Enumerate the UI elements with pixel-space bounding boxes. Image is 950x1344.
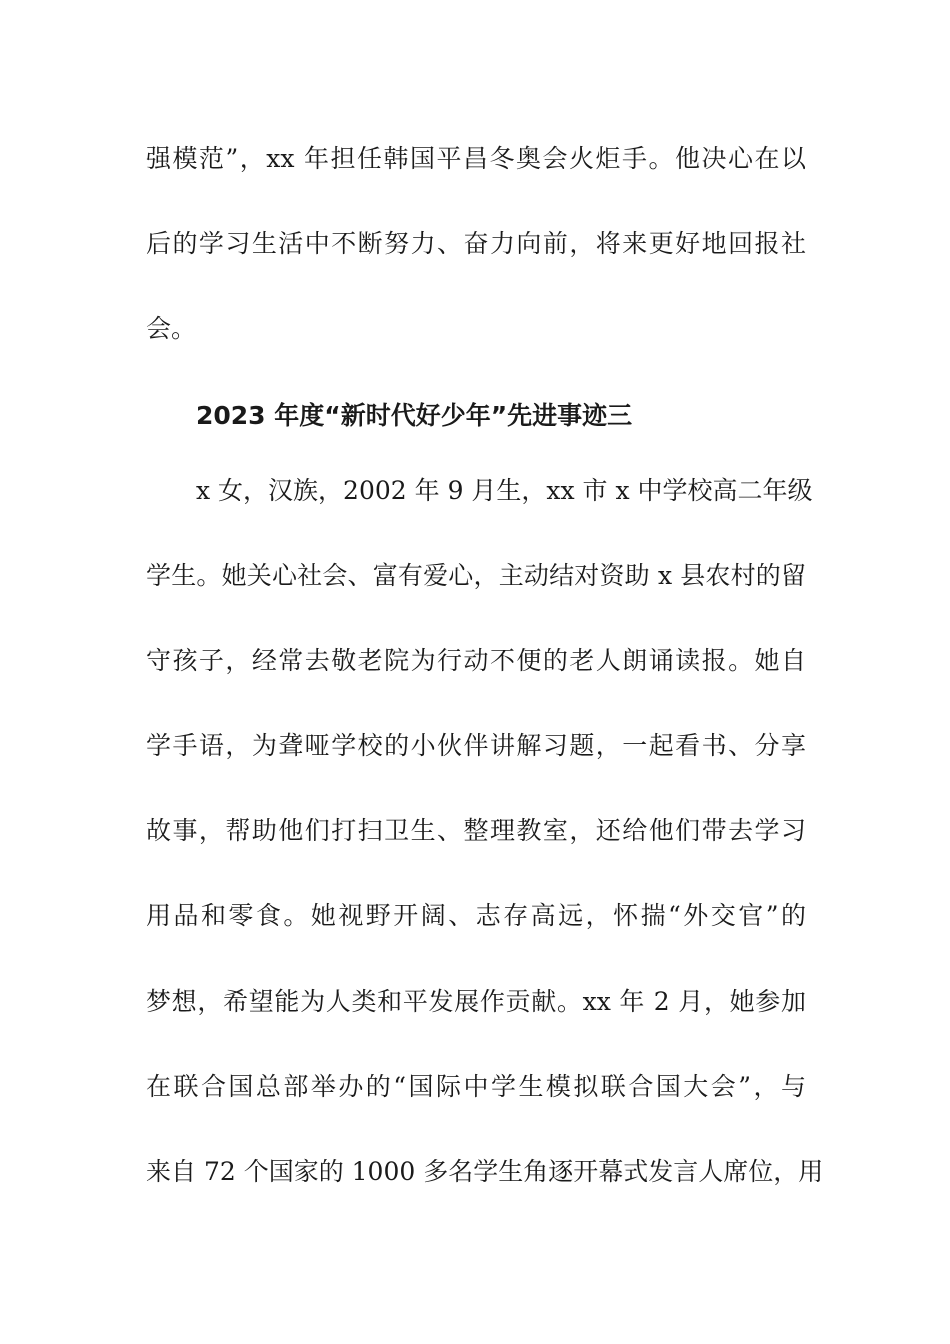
text-line: 用品和零食。她视野开阔、志存高远，怀揣“外交官”的 [146, 901, 806, 930]
text-line: 梦想，希望能为人类和平发展作贡献。xx 年 2 月，她参加 [146, 987, 806, 1016]
text-line: 学生。她关心社会、富有爱心，主动结对资助 x 县农村的留 [146, 561, 806, 590]
text-line: 来自 72 个国家的 1000 多名学生角逐开幕式发言人席位，用 [146, 1157, 824, 1186]
text-line: 学手语，为聋哑学校的小伙伴讲解习题，一起看书、分享 [146, 731, 806, 760]
text-line: 强模范”，xx 年担任韩国平昌冬奥会火炬手。他决心在以 [146, 144, 806, 173]
text-line: 在联合国总部举办的“国际中学生模拟联合国大会”，与 [146, 1072, 806, 1101]
text-line: 守孩子，经常去敬老院为行动不便的老人朗诵读报。她自 [146, 646, 806, 675]
section-heading: 2023 年度“新时代好少年”先进事迹三 [196, 401, 633, 430]
text-line: 后的学习生活中不断努力、奋力向前，将来更好地回报社 [146, 229, 806, 258]
text-line: 会。 [146, 314, 197, 343]
text-line: x 女，汉族，2002 年 9 月生，xx 市 x 中学校高二年级 [196, 476, 813, 505]
text-line: 故事，帮助他们打扫卫生、整理教室，还给他们带去学习 [146, 816, 806, 845]
